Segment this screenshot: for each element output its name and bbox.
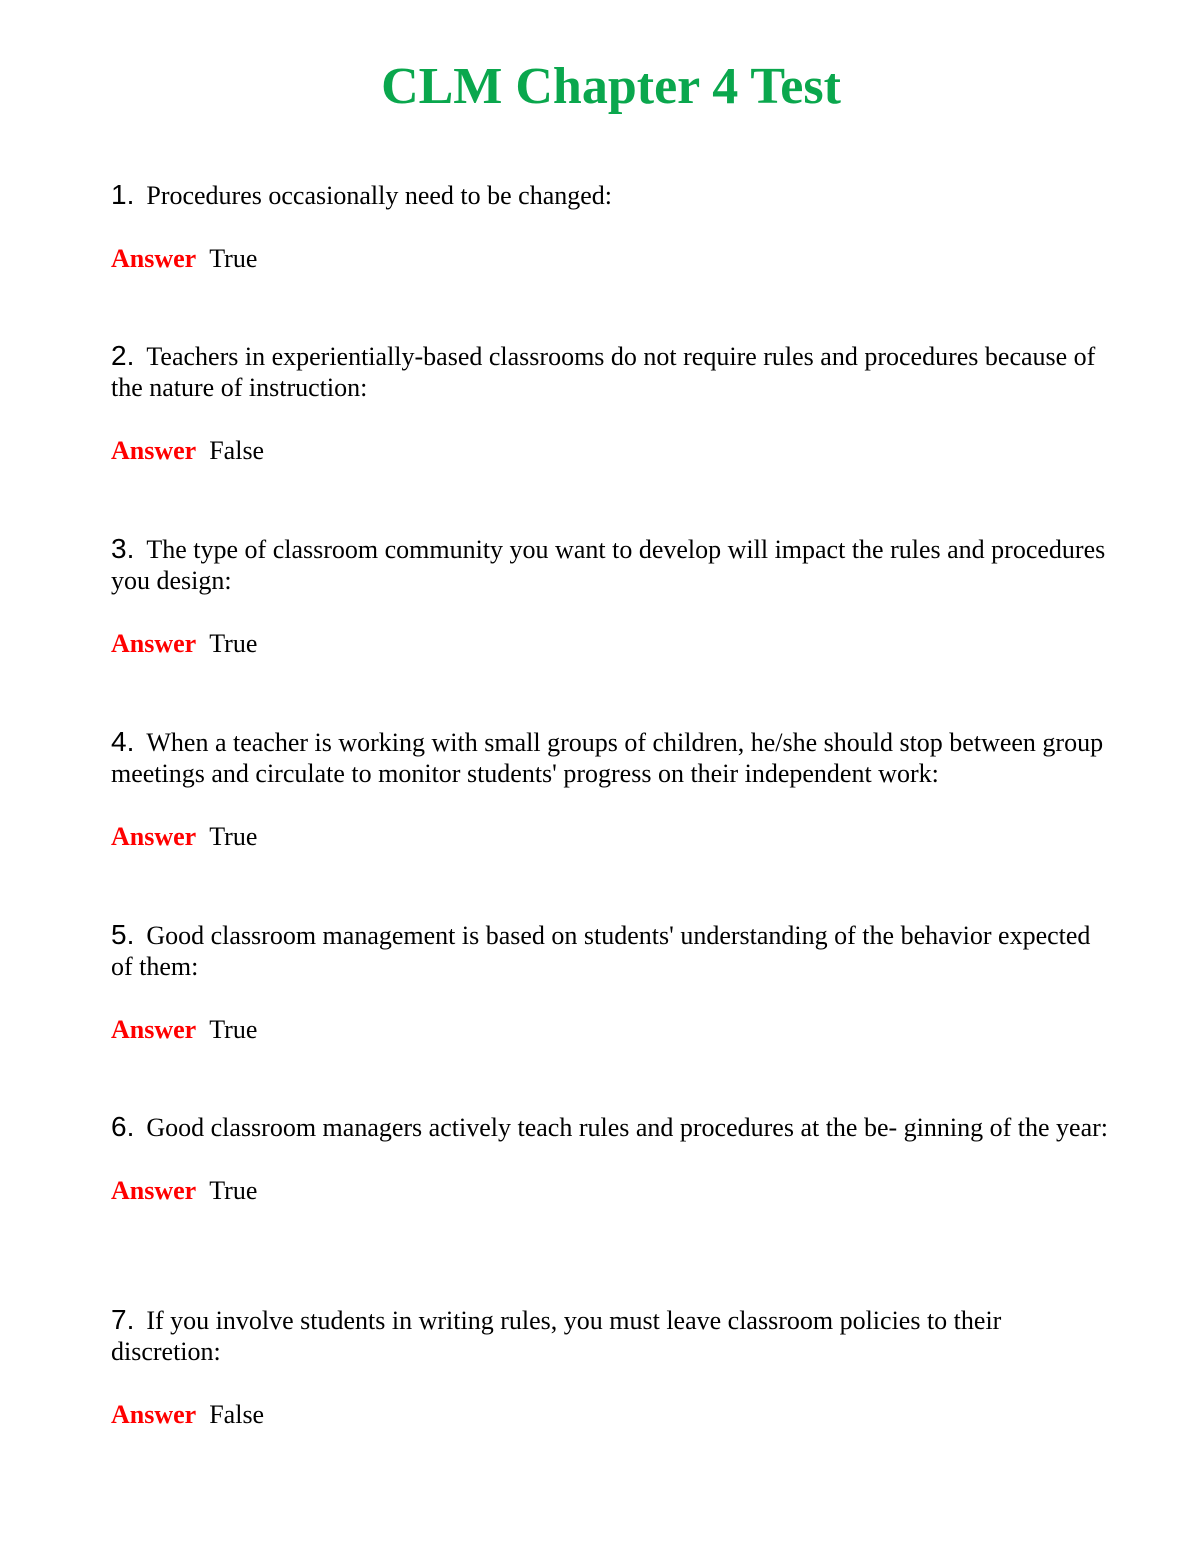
answer-label: Answer	[111, 1176, 197, 1205]
answer-value: True	[209, 244, 258, 273]
question-1	[111, 179, 1111, 274]
question-text	[111, 340, 1111, 403]
question-4	[111, 726, 1111, 852]
question-text	[111, 1111, 1121, 1143]
question-3	[111, 533, 1111, 659]
answer-line	[111, 628, 1111, 659]
question-number: 5.	[111, 919, 135, 950]
question-text	[111, 533, 1111, 596]
answer-label: Answer	[111, 1400, 197, 1429]
answer-line	[111, 1014, 1111, 1045]
answer-label: Answer	[111, 244, 197, 273]
question-number: 3.	[111, 533, 135, 564]
answer-value: False	[209, 436, 265, 465]
question-number: 6.	[111, 1111, 135, 1142]
answer-line	[111, 1175, 1121, 1206]
question-body: When a teacher is working with small groups of children, he/she should stop between group meetings and circulate to monitor students' progress on their independent work:	[111, 728, 1104, 788]
question-5	[111, 919, 1111, 1045]
question-7	[111, 1304, 1111, 1430]
answer-value: True	[209, 822, 258, 851]
answer-line	[111, 821, 1111, 852]
question-number: 2.	[111, 340, 135, 371]
answer-line	[111, 435, 1111, 466]
question-body: Teachers in experientially-based classrooms do not require rules and procedures because of the nature of instruction:	[111, 342, 1096, 402]
question-number: 7.	[111, 1304, 135, 1335]
question-body: If you involve students in writing rules, you must leave classroom policies to their discretion:	[111, 1306, 1002, 1366]
answer-line	[111, 1399, 1111, 1430]
page-title: CLM Chapter 4 Test	[381, 58, 841, 115]
answer-value: False	[209, 1400, 265, 1429]
question-number: 1.	[111, 179, 135, 210]
question-text	[111, 1304, 1111, 1367]
question-6	[111, 1111, 1121, 1206]
answer-label: Answer	[111, 629, 197, 658]
answer-label: Answer	[111, 436, 197, 465]
answer-label: Answer	[111, 1015, 197, 1044]
answer-label: Answer	[111, 822, 197, 851]
question-2	[111, 340, 1111, 466]
question-body: Procedures occasionally need to be changed:	[146, 181, 613, 210]
question-body: Good classroom management is based on students' understanding of the behavior expected of them:	[111, 921, 1091, 981]
question-text	[111, 179, 1111, 211]
answer-value: True	[209, 1015, 258, 1044]
question-body: The type of classroom community you want to develop will impact the rules and procedures you design:	[111, 535, 1106, 595]
question-text	[111, 726, 1111, 789]
answer-value: True	[209, 1176, 258, 1205]
question-text	[111, 919, 1111, 982]
question-body: Good classroom managers actively teach rules and procedures at the be- ginning of the year:	[146, 1113, 1109, 1142]
question-number: 4.	[111, 726, 135, 757]
answer-value: True	[209, 629, 258, 658]
answer-line	[111, 243, 1111, 274]
